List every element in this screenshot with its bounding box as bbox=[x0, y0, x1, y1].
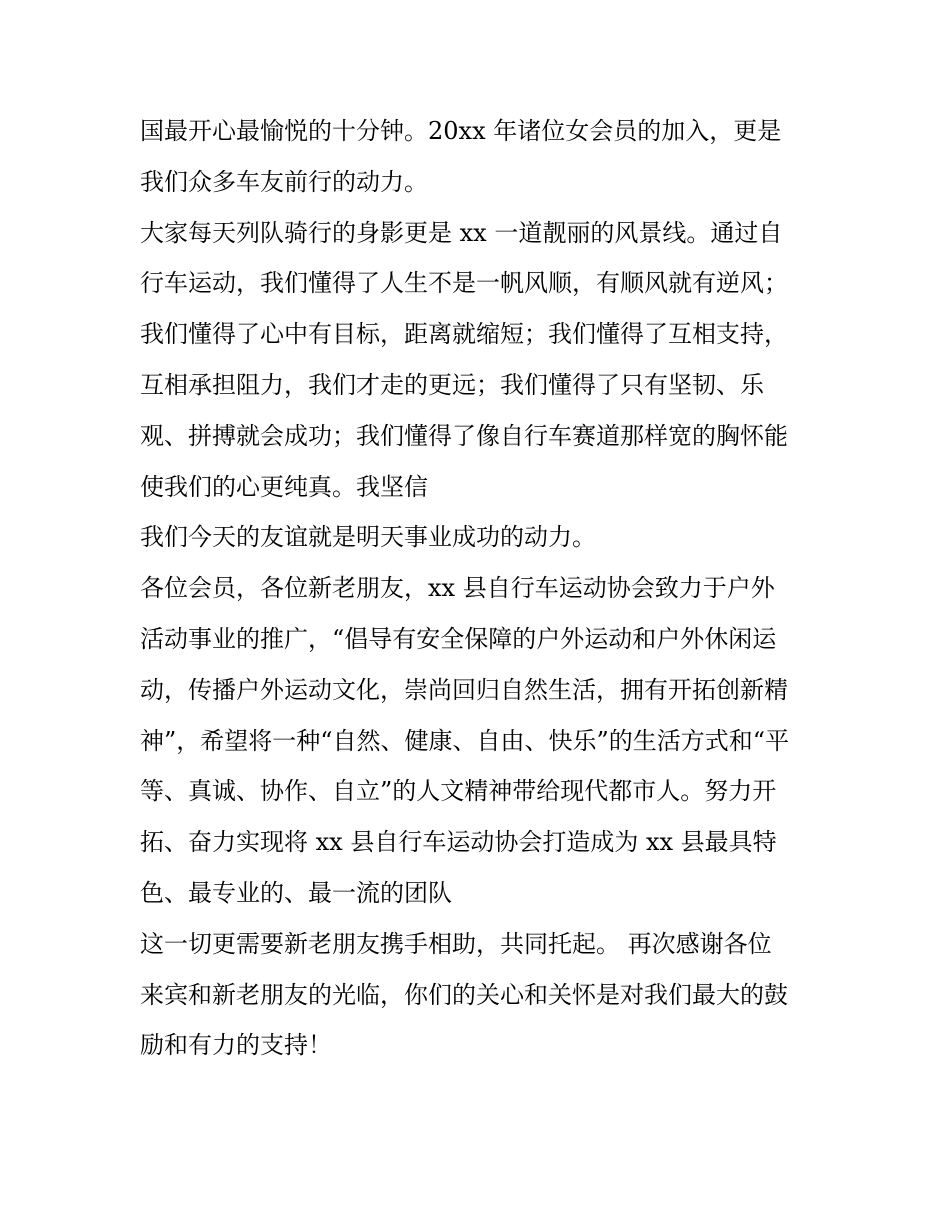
text-line: 观、拼搏就会成功；我们懂得了像自行车赛道那样宽的胸怀能 bbox=[140, 421, 788, 450]
text-line: 等、真诚、协作、自立”的人文精神带给现代都市人。努力开 bbox=[140, 777, 777, 806]
text-line: 来宾和新老朋友的光临，你们的关心和关怀是对我们最大的鼓 bbox=[140, 980, 788, 1009]
text-line: 国最开心最愉悦的十分钟。20xx 年诸位女会员的加入，更是 bbox=[140, 117, 782, 145]
text-line: 各位会员，各位新老朋友，xx 县自行车运动协会致力于户外 bbox=[140, 574, 775, 603]
text-line: 我们今天的友谊就是明天事业成功的动力。 bbox=[140, 523, 596, 552]
text-line: 色、最专业的、最一流的团队 bbox=[140, 878, 452, 907]
text-line: 互相承担阻力，我们才走的更远；我们懂得了只有坚韧、乐 bbox=[140, 370, 764, 399]
text-line: 励和有力的支持！ bbox=[140, 1031, 332, 1060]
document-body bbox=[140, 106, 830, 1071]
text-line: 这一切更需要新老朋友携手相助，共同托起。 再次感谢各位 bbox=[140, 929, 772, 958]
text-line: 我们懂得了心中有目标，距离就缩短；我们懂得了互相支持， bbox=[140, 320, 788, 349]
text-line: 动，传播户外运动文化，崇尚回归自然生活，拥有开拓创新精 bbox=[140, 675, 788, 704]
text-line: 拓、奋力实现将 xx 县自行车运动协会打造成为 xx 县最具特 bbox=[140, 828, 777, 857]
text-line: 我们众多车友前行的动力。 bbox=[140, 167, 428, 196]
text-line: 使我们的心更纯真。我坚信 bbox=[140, 472, 428, 501]
text-line: 行车运动，我们懂得了人生不是一帆风顺，有顺风就有逆风； bbox=[140, 269, 788, 298]
text-line: 神”，希望将一种“自然、健康、自由、快乐”的生活方式和“平 bbox=[140, 726, 790, 755]
text-line: 活动事业的推广，“倡导有安全保障的户外运动和户外休闲运 bbox=[140, 624, 777, 653]
text-line: 大家每天列队骑行的身影更是 xx 一道靓丽的风景线。通过自 bbox=[140, 218, 783, 247]
